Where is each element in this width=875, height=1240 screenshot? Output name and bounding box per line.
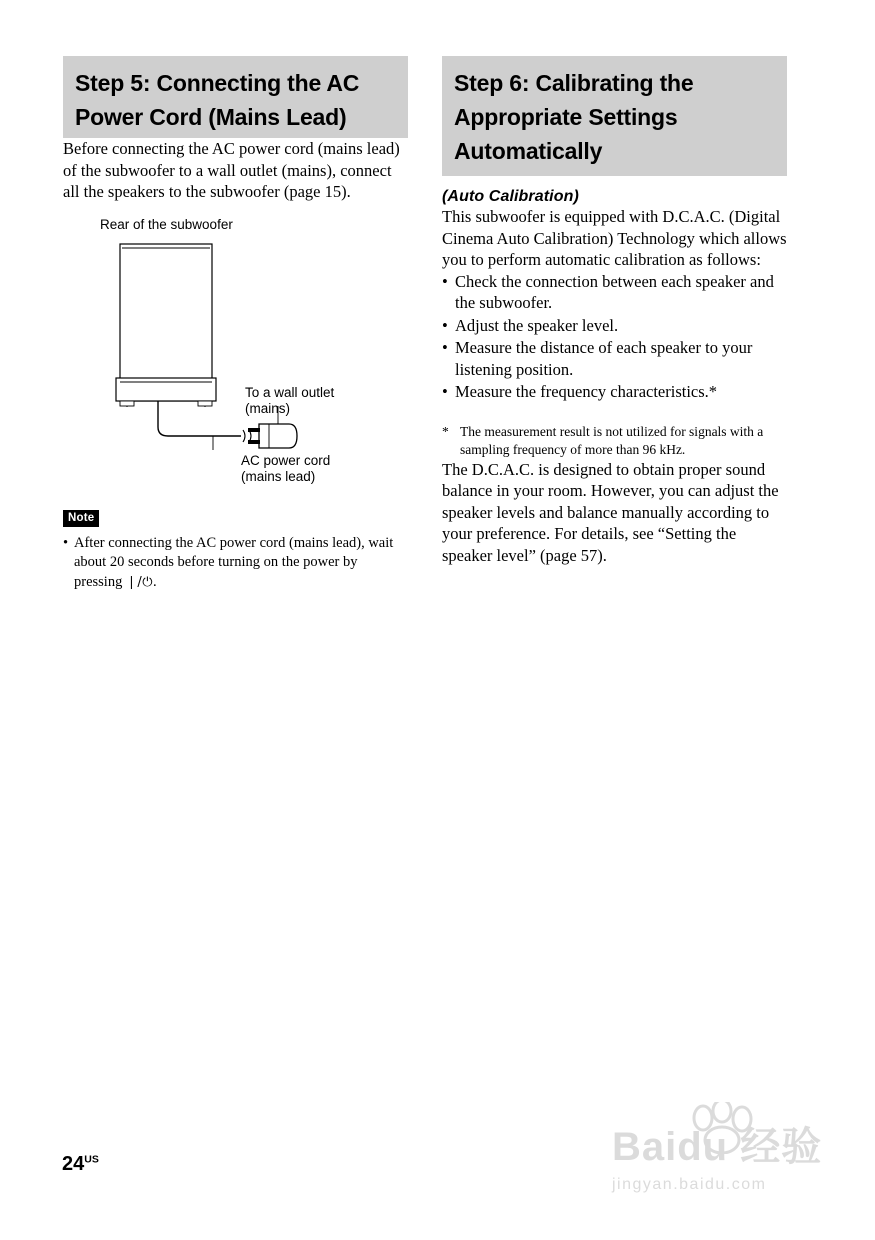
figure-label-wall-outlet xyxy=(245,385,334,418)
page-number-value: 24 xyxy=(62,1153,85,1175)
note-badge: Note xyxy=(63,510,99,527)
figure-label-ac-power-cord-line2: (mains lead) xyxy=(241,469,316,484)
watermark-main-text: Baidu 经验 xyxy=(612,1125,823,1169)
list-item: • Measure the frequency characteristics.* xyxy=(442,381,787,403)
list-item: • Adjust the speaker level. xyxy=(442,315,787,337)
note-list xyxy=(63,534,408,593)
figure-label-ac-power-cord-line1: AC power cord xyxy=(241,452,331,468)
figure-caption-rear-of-subwoofer: Rear of the subwoofer xyxy=(100,216,233,232)
auto-calibration-bullet-list xyxy=(442,271,787,403)
step5-heading: Step 5: Connecting the AC Power Cord (Mains Lead) xyxy=(63,56,408,138)
subwoofer-diagram-svg xyxy=(63,217,408,502)
page-number-suffix: US xyxy=(84,1153,99,1166)
page-number xyxy=(62,1153,99,1176)
note-item-text: After connecting the AC power cord (mains lead), wait about 20 seconds before turning on the power by pressing xyxy=(74,534,394,590)
watermark-sub-text: jingyan.baidu.com xyxy=(612,1176,767,1193)
list-item: • Measure the distance of each speaker to your listening position. xyxy=(442,337,787,380)
step6-heading: Step 6: Calibrating the Appropriate Settings Automatically xyxy=(442,56,787,176)
step6-closing-paragraph: The D.C.A.C. is designed to obtain proper sound balance in your room. However, you can adjust the speaker levels and balance manually according to your preference. For details, see “Setting the speaker level” (page 57). xyxy=(442,459,779,565)
power-symbol-icon: ❘/⏻ xyxy=(125,574,154,590)
step6-intro-paragraph: This subwoofer is equipped with D.C.A.C. (Digital Cinema Auto Calibration) Technology which allows you to perform automatic calibration as follows: xyxy=(442,207,787,269)
right-column xyxy=(442,56,787,566)
figure-label-wall-outlet-line2: (mains) xyxy=(245,401,291,416)
figure-label-ac-power-cord xyxy=(241,453,330,486)
figure-label-wall-outlet-line1: To a wall outlet xyxy=(245,384,335,400)
step6-subheading: (Auto Calibration) xyxy=(442,188,579,205)
footnote-marker: * xyxy=(442,423,449,439)
subwoofer-rear-figure xyxy=(63,217,408,502)
footnote-text: The measurement result is not utilized for signals with a sampling frequency of more than 96 kHz. xyxy=(460,423,764,457)
paw-print-icon xyxy=(690,1102,756,1154)
note-item-tail: . xyxy=(153,573,157,590)
list-item: • Check the connection between each speaker and the subwoofer. xyxy=(442,271,787,314)
note-block xyxy=(63,508,408,593)
watermark xyxy=(612,1124,842,1224)
footnote xyxy=(442,423,787,459)
note-list-item xyxy=(63,534,408,593)
left-column xyxy=(63,56,408,592)
step5-intro-paragraph: Before connecting the AC power cord (mains lead) of the subwoofer to a wall outlet (mains), connect all the speakers to the subwoofer (page 15). xyxy=(63,139,400,201)
